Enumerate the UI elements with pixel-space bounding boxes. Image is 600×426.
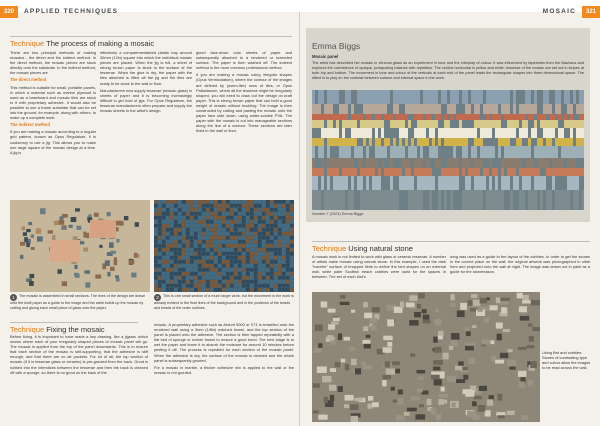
left-page-number: 320 bbox=[0, 6, 18, 18]
heading-keyword: Technique bbox=[10, 39, 45, 48]
stone-side-caption: Using flint and cobbles: Stones of contrasting type and colour allow the images to be read across the wall. bbox=[542, 350, 591, 370]
paragraph: If you are making a mosaic according to a regular grid pattern, known as Opus Regulatum, it is customary to use a jig. This allows you to make one large square of the mosaic design at a time. A jig is bbox=[10, 129, 96, 155]
panel-subhead: Mosaic panel bbox=[312, 54, 339, 59]
paragraph: glued face-down onto sheets of paper and subsequently attached to a rendered or screeded surface. The paper is then washed off. The indirect method is the more common professional method. bbox=[196, 50, 292, 71]
text-column-3 bbox=[196, 50, 292, 196]
panel-title: Emma Biggs bbox=[312, 41, 361, 51]
right-page-header bbox=[300, 0, 600, 15]
stone-column-2: wing was used as a guide to the layout of the cobbles. In order to get the stones in the correct place on the wall, the original artwork was photographed in slide form and projected onto the wall at night. The image was drawn out in paint as a guide for the stonemason. bbox=[450, 254, 590, 275]
photo-stone-wall bbox=[312, 292, 540, 422]
text-column-2-top bbox=[100, 50, 192, 66]
gutter bbox=[299, 12, 300, 426]
subheading: The indirect method bbox=[10, 122, 51, 128]
heading-title: The process of making a mosaic bbox=[46, 39, 155, 48]
heading-title: Using natural stone bbox=[348, 244, 413, 253]
caption-number: 2 bbox=[154, 294, 161, 301]
text-column-2 bbox=[100, 50, 192, 196]
left-page-header bbox=[0, 0, 300, 15]
fixing-column-2: mosaic. A proprietary adhesive such as Ardurit 5000 or X71 is trowelled onto the rendered wall using a 3mm (1/8in) notched trowel, and the top section of the panel is placed onto the adhesive. The section is then tapped repeatedly with a flat bed of sponge or rubber trowel to ensure a good bond. The next stage is to wet the paper and leave it to absorb the moisture for around 10 minutes before peeling it off. The process is repeated for each section of the mosaic panel. When the adhesive is dry, the surface of the mosaic is cleaned and the whole panel is subsequently grouted. For a mosaic in marble, a thicker adhesive mix is applied to the wall or the mosaic is not grouted. bbox=[154, 322, 294, 375]
stone-column-1: A mosaic work is not limited to work with glass or ceramic tesserae. A number of artists make mosaic using natural stone. In this example, I used the dark "traveler" surface of knapped flints to define the bird shapes on an external wall, while paler Scottish beach cobbles were used for the spaces in between. The set of each bird's bbox=[312, 254, 446, 280]
heading-keyword: Technique bbox=[312, 244, 347, 253]
paragraph: If you are making a mosaic using irregular shapes (Opus Vermiculatum), where the contour of the images are defined by (worm-like) rows of tiles, or Opus Palladianum, where all the tesserae might be irregularly shaped, you will need to draw out the design on kraft paper. This is strong brown paper that can hold a good weight of mosaic without buckling. The image is then constructed by cutting and pasting the mosaic onto the paper face side down, using water-soluble PVA. The paper with the mosaic is cut into manageable sections along the line of a contour. These sections are later fixed to the wall or floor. bbox=[196, 72, 292, 134]
artwork-credit: Number 7 (2001) Emma Biggs bbox=[312, 212, 364, 216]
mosaic-panel-artwork bbox=[312, 90, 584, 210]
paragraph: There are two principal methods of making mosaics - the direct and the indirect method. In the direct method, the mosaic pieces are stuck directly onto the substrate. In the indirect method, the mosaic pieces are bbox=[10, 50, 96, 76]
paragraph: effectively a compartmentalized plastic tray around 30mm (12in) square into which the individual mosaic pieces are placed. When the jig is full, a sheet of strong brown paper is stuck to the surface of the tesserae. When the glue is dry, the paper with the tiles attached is lifted off the jig and the tiles are ready to be stuck to the wall or floor. bbox=[100, 50, 192, 86]
caption-1 bbox=[10, 294, 150, 320]
caption-2 bbox=[154, 294, 294, 320]
paragraph: Manufacturers now supply tesserae (mosaic glass) in sheets of paper and it is becoming increasingly difficult to get hold of jigs. For Opus Regulatum, the tesserae manufacturers often prepare and supply the mosaic sheets to the artist's design. bbox=[100, 87, 192, 114]
heading-keyword: Technique bbox=[10, 325, 45, 334]
caption-text: This is one small section of a much larger work, but the movement in the work is already evident in the fluid lines of the background and in the positions of the beads and beads of the outer outlines. bbox=[154, 294, 294, 310]
photo-mosaic-assembly bbox=[10, 200, 150, 292]
heading-title: Fixing the mosaic bbox=[46, 325, 105, 334]
caption-text: The mosaic is assembled in small sections. The lines of the design are drawn onto the kraft paper as a guide to the image and the artist builds up the mosaic by cutting and gluing each small piece of glass onto the paper. bbox=[10, 294, 146, 310]
photo-mosaic-section bbox=[154, 200, 294, 292]
paragraph: This method is suitable for small, portable panels, in which a material such as marine plywood is used as a baseboard and mosaic tiles are stuck to it with proprietary adhesive. It would also be possible to use a frame substrate that can be set into the ground, for example, along with others, to make up a complete work. bbox=[10, 84, 96, 121]
section-heading-process bbox=[10, 36, 292, 48]
panel-text: The artist has described her mosaic in vitreous glass as an experiment in tone and the interplay of colour. It was influenced by tapestries from the Bauhaus and explores the coexistence of opaque, juxtaposing balance with repetition. The central horizontal is yellow and white; tesserae of the mosaic are set out in stripes at both top and bottom. The movement in tone and colour of the verticals at each end of the panel leads the rectangular shapes into three-dimensional space. The effect is to play on the contrast between surface and internal space in the work. bbox=[312, 61, 584, 80]
caption-number: 1 bbox=[10, 294, 17, 301]
subheading: The direct method bbox=[10, 77, 47, 83]
fixing-column-1: Before fixing, it is important to have made a key drawing, like a jigsaw, which shows where each of your irregularly shaped pieces of mosaic panel will go. The mosaic is applied from the top of the panel downwards. This is to ensure that each section of the mosaic is self-supporting, that the adhesive is stiff enough, and that there are no air pockets. For lot of all, the top section of mosaic (if it is tesserae glass or ceramic) is pre-grouted from the back. Grout is rubbed into the interstices between the tesserae and then the back is cleaned off with a sponge, so there is no grout on the back of the bbox=[10, 334, 148, 375]
left-running-title: APPLIED TECHNIQUES bbox=[24, 8, 119, 15]
section-heading-stone bbox=[312, 241, 590, 253]
right-page-number: 321 bbox=[582, 6, 600, 18]
right-running-title: MOSAIC bbox=[542, 8, 576, 15]
section-heading-fixing bbox=[10, 322, 138, 334]
